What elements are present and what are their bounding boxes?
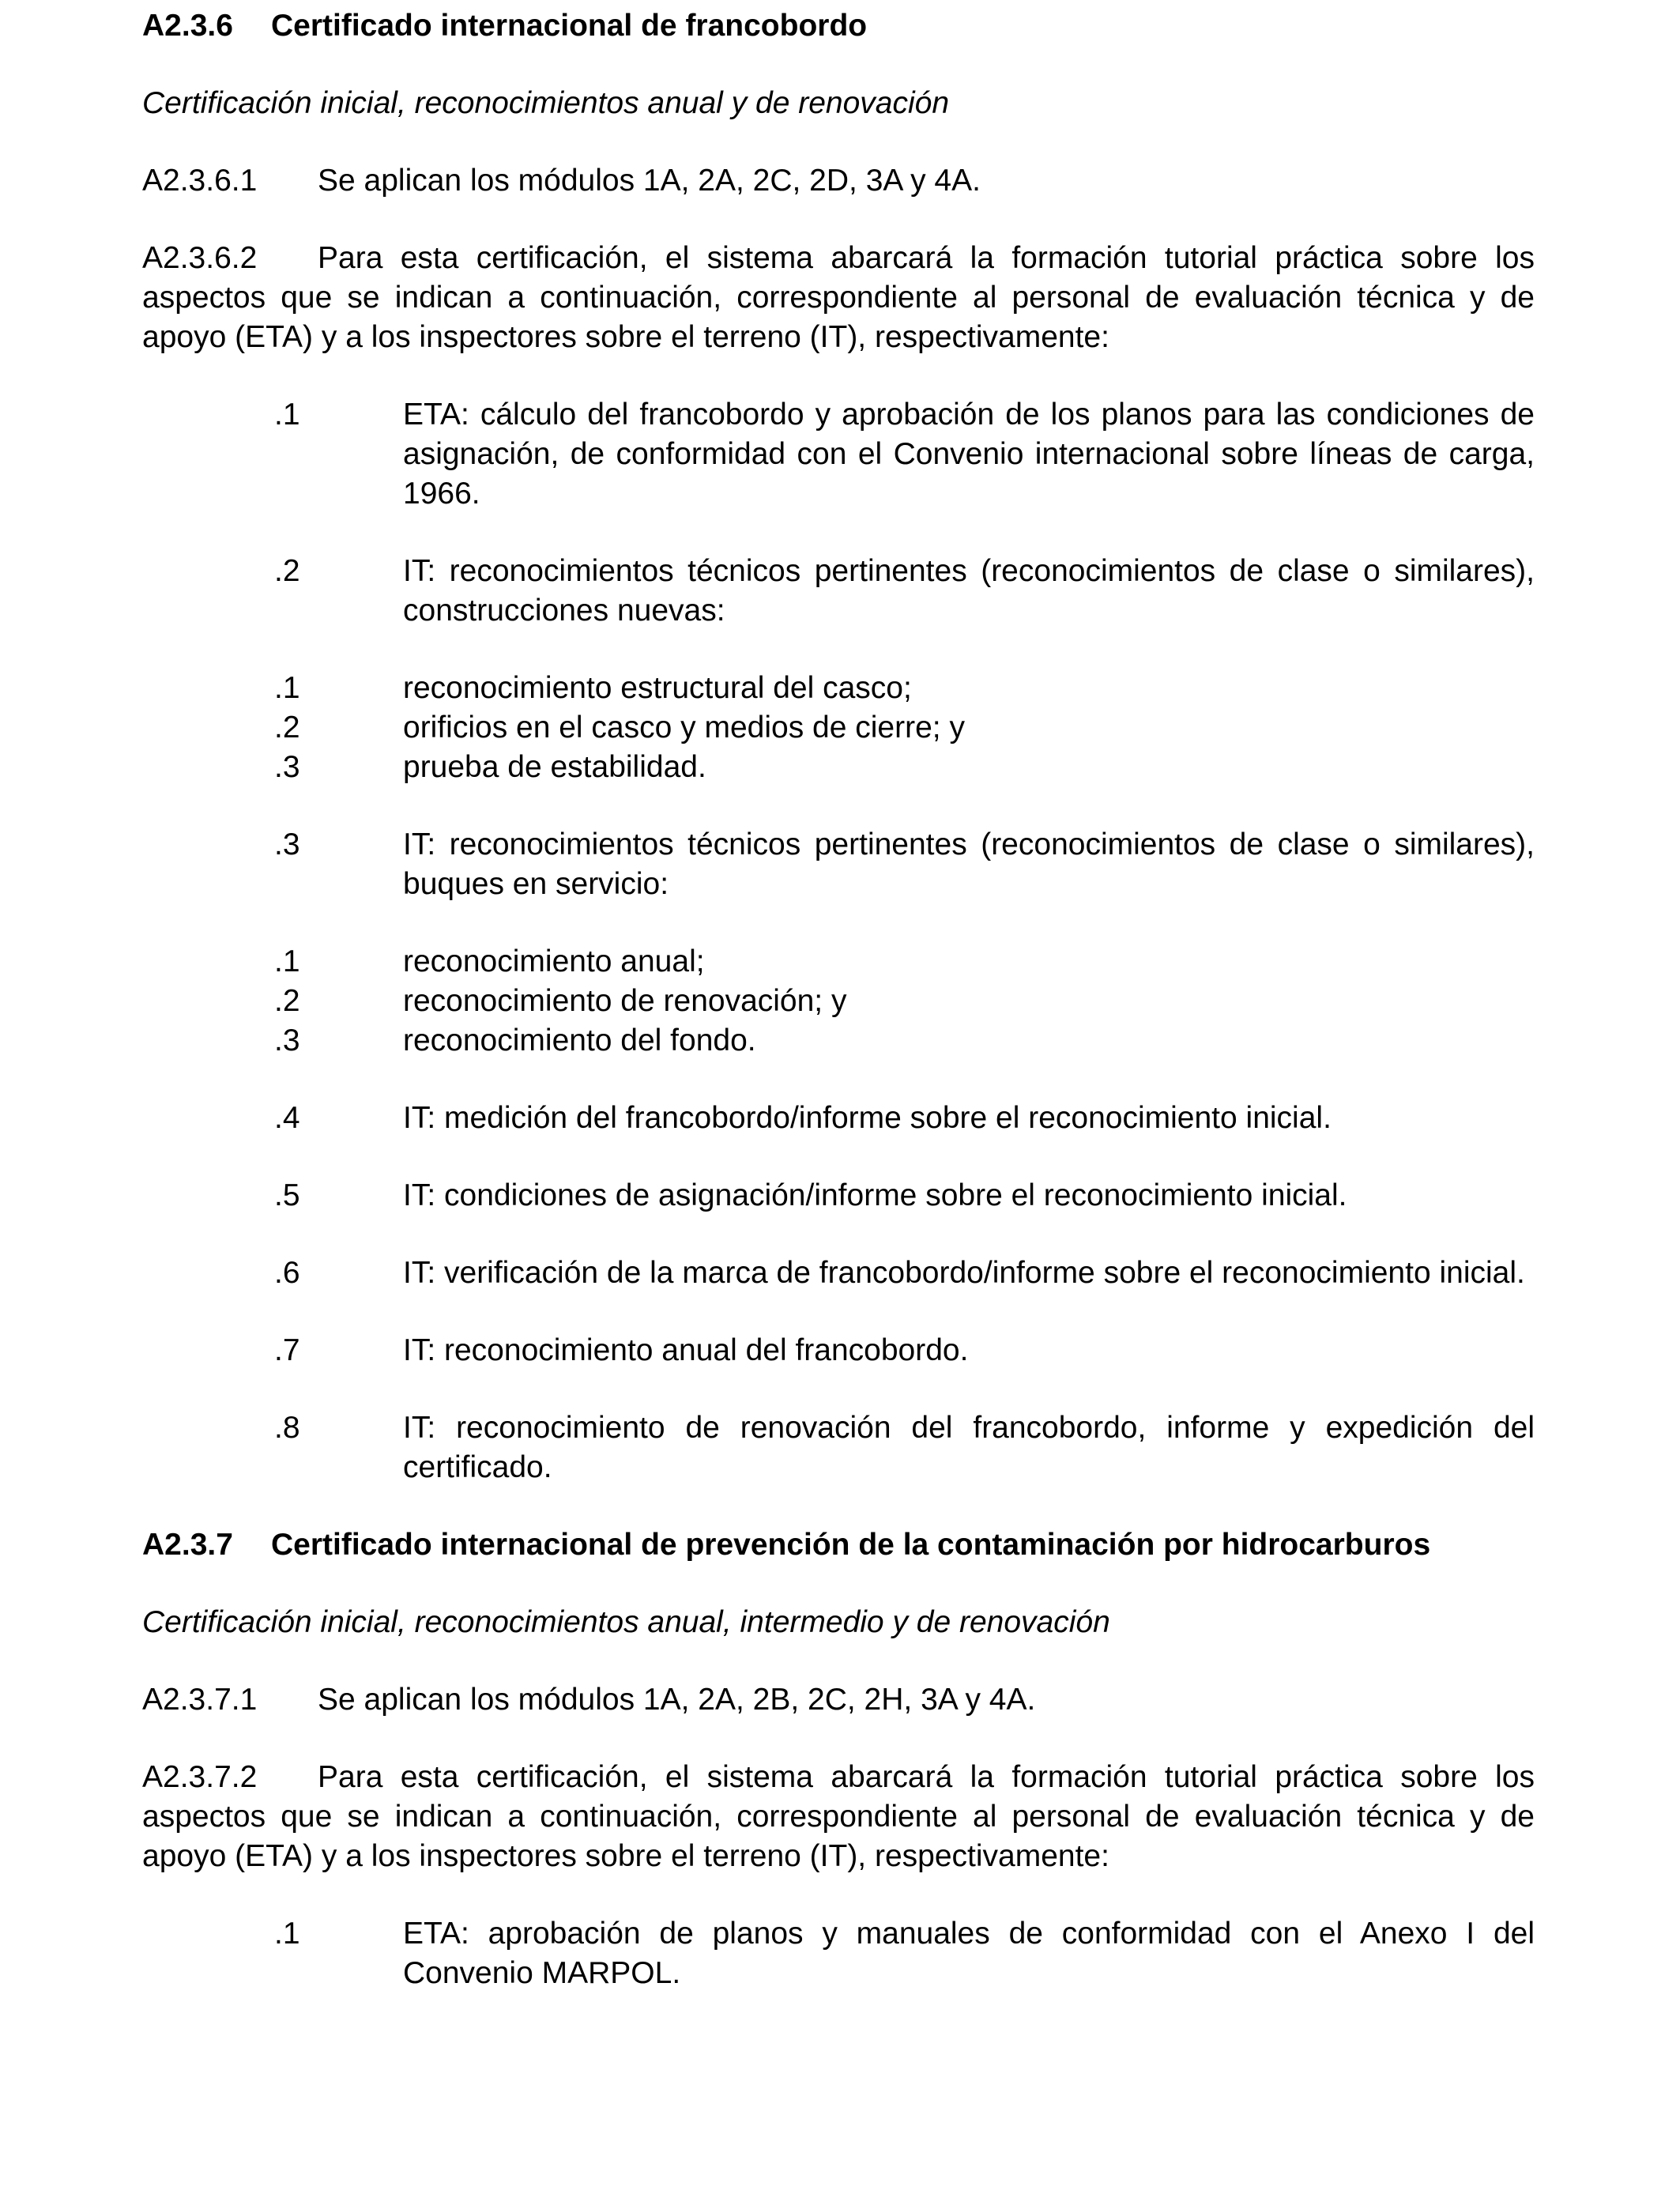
- list-item: [142, 708, 1535, 748]
- paragraph: [142, 161, 1535, 201]
- list-text: reconocimiento anual;: [403, 944, 705, 978]
- list-item: [142, 669, 1535, 708]
- heading-text: Certificado internacional de prevención de la contaminación por hidrocarburos: [271, 1528, 1431, 1562]
- paragraph-number: A2.3.6.2: [142, 241, 258, 275]
- list-text: prueba de estabilidad.: [403, 750, 706, 784]
- section-heading: [142, 1525, 1535, 1565]
- heading-text: Certificado internacional de francobordo: [271, 9, 868, 43]
- list-marker: .1: [274, 1917, 300, 1951]
- paragraph-text: Se aplican los módulos 1A, 2A, 2B, 2C, 2H, 3A y 4A.: [318, 1683, 1036, 1717]
- paragraph-text: Para esta certificación, el sistema abarcará la formación tutorial práctica sobre los aspectos que se indican a continuación, correspondiente al personal de evaluación técnica y de apoyo (ETA) y a los inspectores sobre el terreno (IT), respectivamente:: [142, 1760, 1535, 1873]
- paragraph: [142, 239, 1535, 357]
- list-marker: .4: [274, 1101, 300, 1135]
- paragraph: [142, 1680, 1535, 1720]
- list-item: [142, 825, 1535, 904]
- list-marker: .6: [274, 1256, 300, 1290]
- list-text: IT: verificación de la marca de francobordo/informe sobre el reconocimiento inicial.: [403, 1256, 1525, 1290]
- paragraph-number: A2.3.7.2: [142, 1760, 258, 1794]
- paragraph-text: Para esta certificación, el sistema abarcará la formación tutorial práctica sobre los aspectos que se indican a continuación, correspondiente al personal de evaluación técnica y de apoyo (ETA) y a los inspectores sobre el terreno (IT), respectivamente:: [142, 241, 1535, 354]
- list-marker: .7: [274, 1333, 300, 1367]
- list-marker: .3: [274, 750, 300, 784]
- list-text: IT: reconocimientos técnicos pertinentes (reconocimientos de clase o similares), construcciones nuevas:: [403, 554, 1535, 628]
- heading-number: A2.3.7: [142, 1528, 233, 1562]
- list-item: [142, 982, 1535, 1021]
- section-subtitle: Certificación inicial, reconocimientos anual, intermedio y de renovación: [142, 1605, 1110, 1639]
- list-marker: .2: [274, 554, 300, 588]
- list-marker: .8: [274, 1411, 300, 1445]
- list-marker: .5: [274, 1178, 300, 1212]
- list-marker: .2: [274, 711, 300, 745]
- list-text: IT: medición del francobordo/informe sobre el reconocimiento inicial.: [403, 1101, 1332, 1135]
- heading-number: A2.3.6: [142, 9, 233, 43]
- list-item: [142, 748, 1535, 787]
- list-text: IT: condiciones de asignación/informe sobre el reconocimiento inicial.: [403, 1178, 1347, 1212]
- section-subtitle: Certificación inicial, reconocimientos anual y de renovación: [142, 86, 950, 120]
- section-heading: [142, 6, 1535, 46]
- list-marker: .1: [274, 671, 300, 705]
- list-marker: .3: [274, 1023, 300, 1057]
- list-marker: .2: [274, 984, 300, 1018]
- list-item: [142, 1176, 1535, 1216]
- list-item: [142, 1331, 1535, 1370]
- list-text: IT: reconocimientos técnicos pertinentes (reconocimientos de clase o similares), buques en servicio:: [403, 827, 1535, 901]
- list-item: [142, 1914, 1535, 1993]
- list-text: orificios en el casco y medios de cierre; y: [403, 711, 965, 745]
- list-item: [142, 1408, 1535, 1487]
- list-text: reconocimiento estructural del casco;: [403, 671, 912, 705]
- list-text: IT: reconocimiento anual del francobordo.: [403, 1333, 969, 1367]
- list-item: [142, 552, 1535, 631]
- document-page: [142, 6, 1535, 1993]
- paragraph: [142, 1758, 1535, 1876]
- list-marker: .1: [274, 398, 300, 432]
- paragraph-number: A2.3.6.1: [142, 164, 258, 198]
- list-item: [142, 1253, 1535, 1293]
- paragraph-text: Se aplican los módulos 1A, 2A, 2C, 2D, 3A y 4A.: [318, 164, 981, 198]
- paragraph-number: A2.3.7.1: [142, 1683, 258, 1717]
- list-text: IT: reconocimiento de renovación del francobordo, informe y expedición del certificado.: [403, 1411, 1535, 1484]
- list-text: ETA: aprobación de planos y manuales de conformidad con el Anexo I del Convenio MARPOL.: [403, 1917, 1535, 1990]
- list-text: reconocimiento del fondo.: [403, 1023, 756, 1057]
- list-marker: .1: [274, 944, 300, 978]
- list-item: [142, 395, 1535, 514]
- list-text: ETA: cálculo del francobordo y aprobación de los planos para las condiciones de asignación, de conformidad con el Convenio internacional sobre líneas de carga, 1966.: [403, 398, 1535, 511]
- list-item: [142, 1021, 1535, 1061]
- list-text: reconocimiento de renovación; y: [403, 984, 847, 1018]
- list-marker: .3: [274, 827, 300, 861]
- list-item: [142, 1099, 1535, 1138]
- list-item: [142, 942, 1535, 982]
